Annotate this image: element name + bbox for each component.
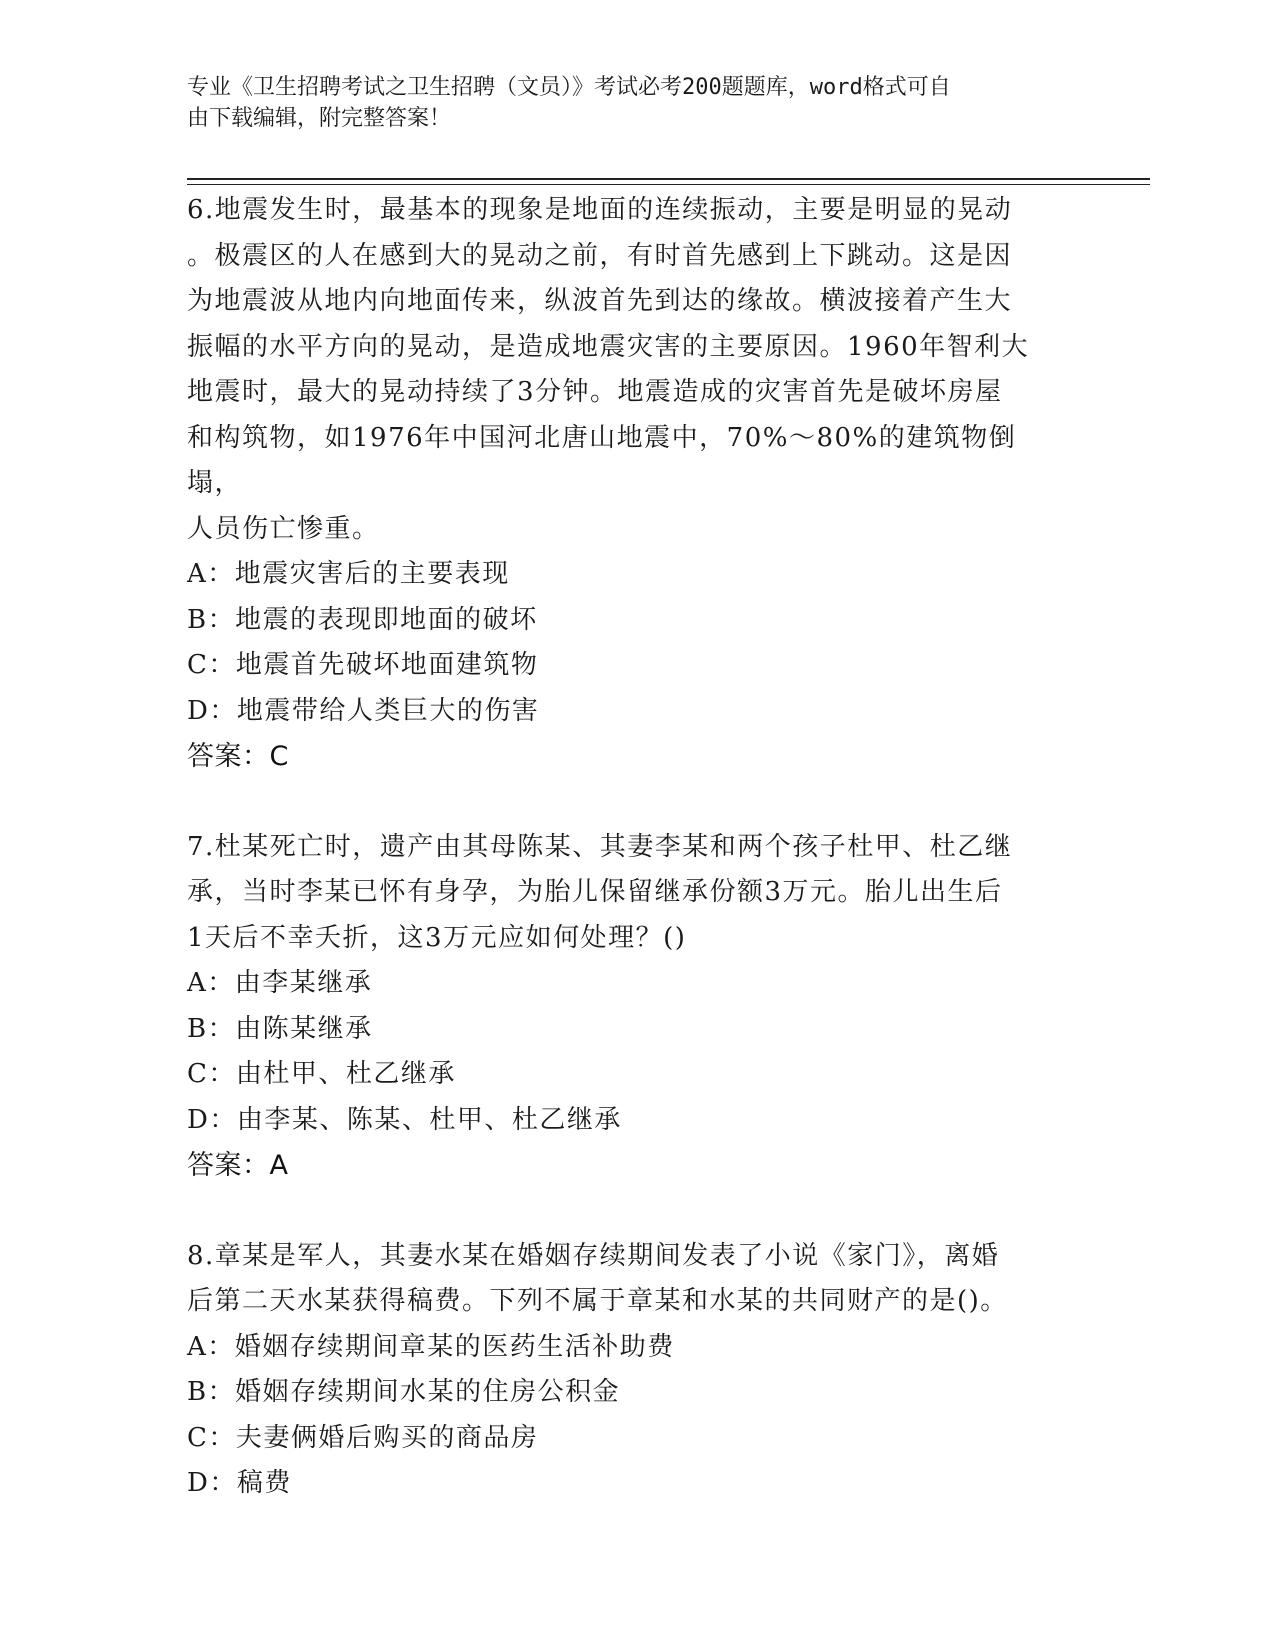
question-list xyxy=(187,188,1067,1507)
question-spacer xyxy=(187,1189,1067,1234)
option-a: A：婚姻存续期间章某的医药生活补助费 xyxy=(187,1331,675,1362)
question-stem xyxy=(187,825,1067,962)
option-a: A：由李某继承 xyxy=(187,968,373,998)
option-d: D：稿费 xyxy=(187,1468,292,1498)
stem-line: 承，当时李某已怀有身孕，为胎儿保留继承份额3万元。胎儿出生后 xyxy=(187,877,1003,907)
answer-label: 答案：A xyxy=(187,1150,289,1181)
stem-line: 。极震区的人在感到大的晃动之前，有时首先感到上下跳动。这是因 xyxy=(187,240,1013,271)
stem-line: 地震时，最大的晃动持续了3分钟。地震造成的灾害首先是破坏房屋 xyxy=(187,377,1003,407)
question-7 xyxy=(187,825,1067,1189)
question-6 xyxy=(187,188,1067,780)
option-b: B：婚姻存续期间水某的住房公积金 xyxy=(187,1377,621,1407)
header-line-2: 由下载编辑，附完整答案！ xyxy=(187,106,452,131)
stem-line: 为地震波从地内向地面传来，纵波首先到达的缘故。横波接着产生大 xyxy=(187,286,1013,316)
option-a: A：地震灾害后的主要表现 xyxy=(187,559,510,589)
option-d: D：地震带给人类巨大的伤害 xyxy=(187,695,540,726)
page-header xyxy=(187,72,1067,134)
stem-line: 后第二天水某获得稿费。下列不属于章某和水某的共同财产的是()。 xyxy=(187,1286,1008,1316)
stem-line: 8.章某是军人，其妻水某在婚姻存续期间发表了小说《家门》，离婚 xyxy=(187,1240,1000,1271)
question-stem xyxy=(187,1234,1067,1325)
option-b: B：由陈某继承 xyxy=(187,1013,373,1044)
header-line-1: 专业《卫生招聘考试之卫生招聘（文员）》考试必考200题题库，word格式可自 xyxy=(187,75,951,100)
option-c: C：由杜甲、杜乙继承 xyxy=(187,1059,456,1089)
header-rule-thin xyxy=(187,184,1150,185)
stem-line: 7.杜某死亡时，遗产由其母陈某、其妻李某和两个孩子杜甲、杜乙继 xyxy=(187,831,1013,862)
question-8 xyxy=(187,1234,1067,1507)
option-b: B：地震的表现即地面的破坏 xyxy=(187,604,538,635)
stem-line: 1天后不幸夭折，这3万元应如何处理？() xyxy=(187,922,687,953)
stem-line: 人员伤亡惨重。 xyxy=(187,513,380,544)
option-c: C：地震首先破坏地面建筑物 xyxy=(187,650,539,680)
option-d: D：由李某、陈某、杜甲、杜乙继承 xyxy=(187,1104,622,1135)
stem-line: 6.地震发生时，最基本的现象是地面的连续振动，主要是明显的晃动 xyxy=(187,195,1013,225)
stem-line: 振幅的水平方向的晃动，是造成地震灾害的主要原因。1960年智利大 xyxy=(187,331,1030,362)
answer-label: 答案：C xyxy=(187,741,289,772)
question-spacer xyxy=(187,780,1067,825)
header-rule-thick xyxy=(187,178,1150,180)
option-c: C：夫妻俩婚后购买的商品房 xyxy=(187,1422,539,1453)
stem-line: 和构筑物，如1976年中国河北唐山地震中，70%～80%的建筑物倒塌， xyxy=(187,422,1017,498)
question-stem xyxy=(187,188,1067,552)
